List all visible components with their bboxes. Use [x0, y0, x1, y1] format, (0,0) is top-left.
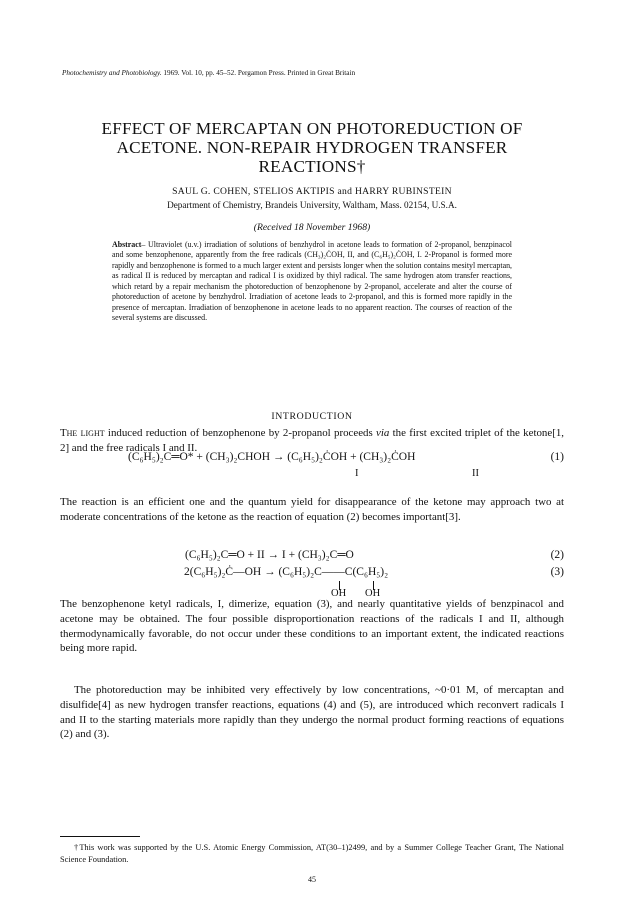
affiliation: Department of Chemistry, Brandeis University, Waltham, Mass. 02154, U.S.A.	[167, 200, 457, 210]
journal-details: 1969. Vol. 10, pp. 45–52. Pergamon Press. Printed in Great Britain	[163, 69, 356, 77]
paragraph-1-text-b: the first excited triplet of the ketone[1, 2] and the free radicals I and II.	[60, 427, 564, 454]
footnote: †This work was supported by the U.S. Atomic Energy Commission, AT(30–1)2499, and by a Summer College Teacher Grant, The National Science Foundation.	[60, 843, 564, 864]
equation-3	[60, 566, 564, 600]
equation-1-label-II: II	[472, 468, 479, 479]
equation-1-text: (C₆H₅)₂C═O* + (CH₃)₂CHOH → (C₆H₅)₂ĊOH + (CH₃)₂ĊOH	[128, 451, 416, 463]
paragraph-1-lead: The light	[60, 427, 105, 439]
paragraph-1-text-a: induced reduction of benzophenone by 2-propanol proceeds	[104, 427, 377, 439]
received-date: (Received 18 November 1968)	[253, 222, 371, 233]
abstract-text: – Ultraviolet (u.v.) irradiation of solutions of benzhydrol in acetone leads to formation of 2-propanol, benzpinacol and some benzophenone, apparently from the free radicals (CH₃)₂ĊOH, II, and (C₆H₅)₂ĊOH, I. 2-Propanol is formed more rapidly and benzophenone is formed to a much larger extent and persists longer when the solution contains mesityl mercaptan, as radical II is reduced by mercaptan and radical I is oxidized by thiyl radical. The same hydrogen atom transfer reactions, which retard by a repair mechanism the photoreduction of benzophenone by 2-propanol, accelerate and alter the course of photoreduction of acetone by benzhydrol. Irradiation of acetone leads to 2-propanol, and this is formed more rapidly in the presence of mercaptan. Irradiation of benzophenone in acetone leads to no apparent reaction. The courses of reaction of the several systems are discussed.	[112, 240, 512, 323]
equation-3-oh-2: OH	[365, 588, 381, 599]
title-line-1: EFFECT OF MERCAPTAN ON PHOTOREDUCTION OF	[101, 119, 523, 138]
footnote-rule	[60, 836, 140, 837]
title-line-2: ACETONE. NON-REPAIR HYDROGEN TRANSFER	[116, 138, 508, 157]
equation-3-number: (3)	[550, 566, 564, 578]
journal-name: Photochemistry and Photobiology.	[62, 69, 162, 77]
section-heading-introduction: INTRODUCTION	[271, 411, 353, 422]
equation-2-number: (2)	[550, 549, 564, 561]
equation-3-text: 2(C₆H₅)₂Ċ—OH → (C₆H₅)₂C——C(C₆H₅)₂	[184, 566, 389, 578]
equation-1-label-I: I	[355, 468, 359, 479]
abstract	[112, 240, 512, 324]
equation-3-oh-1: OH	[331, 588, 347, 599]
paragraph-4: The photoreduction may be inhibited very effectively by low concentrations, ~0·01 M, of mercaptan and disulfide[4] as new hydrogen transfer reactions, equations (4) and (5), are introduced which reconvert radicals I and II to the starting materials more rapidly than they undergo the normal product forming reactions of equations (2) and (3).	[60, 684, 564, 741]
equation-1-number: (1)	[550, 451, 564, 463]
title-line-3: REACTIONS†	[258, 157, 366, 176]
paragraph-1-via: via	[376, 427, 390, 439]
paragraph-3: The benzophenone ketyl radicals, I, dimerize, equation (3), and nearly quantitative yields of benzpinacol and acetone may be obtained. The four possible disproportionation reactions of the radicals I and II, although thermodynamically favorable, do not occur under these conditions to an important extent, the indicated reactions being more rapid.	[60, 598, 564, 655]
equation-2-text: (C₆H₅)₂C═O + II → I + (CH₃)₂C═O	[185, 549, 354, 561]
journal-citation	[62, 69, 355, 77]
page-number: 45	[308, 875, 316, 884]
abstract-heading: Abstract	[112, 240, 142, 249]
article-title	[60, 119, 564, 176]
paragraph-2: The reaction is an efficient one and the quantum yield for disappearance of the ketone may approach two at moderate concentrations of the ketone as the reaction of equation (2) becomes important[3].	[60, 496, 564, 523]
authors: SAUL G. COHEN, STELIOS AKTIPIS and HARRY RUBINSTEIN	[172, 186, 452, 197]
